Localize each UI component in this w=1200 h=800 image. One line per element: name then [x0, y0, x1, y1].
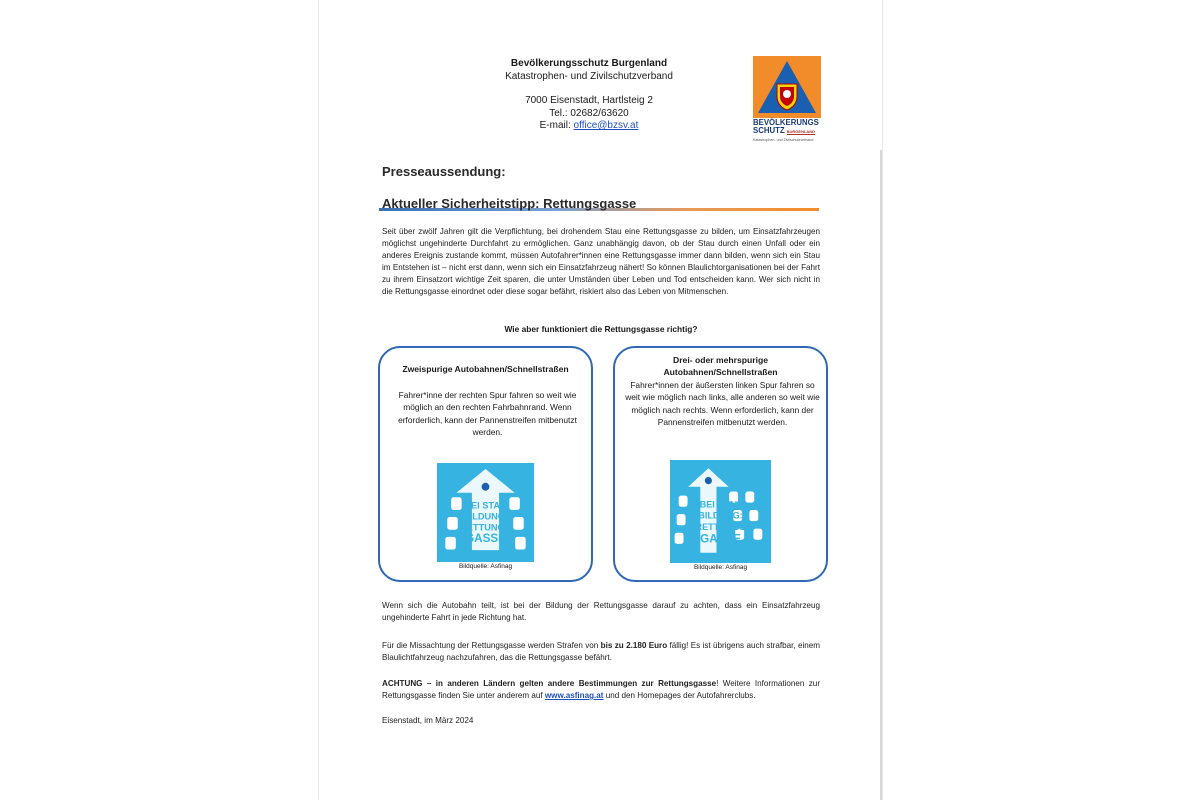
- organization-name: Bevölkerungsschutz Burgenland: [510, 58, 668, 69]
- multi-lane-card: [613, 346, 828, 582]
- press-label: Presseaussendung:: [382, 164, 506, 179]
- document-title: Aktueller Sicherheitstipp: Rettungsgasse: [382, 196, 637, 211]
- logo-line-1: BEVÖLKERUNGS: [753, 118, 819, 127]
- organization-info: [474, 58, 704, 133]
- place-date: Eisenstadt, im März 2024: [382, 716, 474, 725]
- logo-subtitle: Katastrophen- und Zivilschutzverband: [753, 138, 814, 142]
- warning-text: ! Weitere Informationen zur Rettungsgasse finden Sie unter anderem auf: [382, 679, 821, 701]
- card-text: Fahrer*inne der rechten Spur fahren so weit wie möglich an den rechten Fahrbahnrand. Wenn erforderlich, kann der Pannenstreifen mitbenutzt werden.: [398, 390, 577, 437]
- logo-wordmark: [753, 119, 833, 136]
- rescue-lane-multi-lane-graphic: [670, 460, 771, 563]
- address: 7000 Eisenstadt, Hartlsteig 2: [525, 95, 653, 106]
- sign-line-2: BILDUNG:: [698, 510, 743, 521]
- warning-bold: ACHTUNG – in anderen Ländern gelten andere Bestimmungen zur Rettungsgasse: [382, 679, 717, 688]
- sign-line-3: RETTUNGS: [460, 522, 511, 533]
- email-link[interactable]: office@bzsv.at: [573, 120, 639, 131]
- card-text: Fahrer*innen der äußersten linken Spur fahren so weit wie möglich nach links, alle anderen so weit wie möglich nach rechts. Wenn erforderlich, kann der Pannenstreifen mitbenutzt werden.: [625, 380, 820, 427]
- letterhead: [319, 58, 882, 158]
- question-heading: Wie aber funktioniert die Rettungsgasse richtig?: [504, 324, 698, 334]
- image-credit: Bildquelle: Asfinag: [693, 564, 748, 571]
- image-credit: Bildquelle: Asfinag: [458, 563, 513, 570]
- organization-logo: [753, 56, 821, 148]
- press-release-page: [318, 0, 883, 800]
- warning-text-end: und den Homepages der Autofahrerclubs.: [603, 691, 756, 701]
- fine-paragraph: [382, 640, 820, 664]
- card-title: Drei- oder mehrspurige Autobahnen/Schnellstraßen: [663, 355, 778, 377]
- phone: Tel.: 02682/63620: [549, 107, 629, 119]
- spacer: [474, 83, 704, 95]
- card-title: Zweispurige Autobahnen/Schnellstraßen: [402, 364, 569, 374]
- warning-paragraph: [382, 678, 820, 702]
- sign-line-4: GASSE: [700, 532, 741, 546]
- fine-amount: bis zu 2.180 Euro: [600, 641, 668, 650]
- fine-text-before: Für die Missachtung der Rettungsgasse werden Strafen von: [382, 641, 601, 650]
- logo-line-2-text: SCHUTZ: [753, 126, 785, 135]
- civil-protection-emblem-icon: [753, 56, 821, 118]
- sign-line-2: BILDUNG:: [463, 511, 508, 522]
- intro-paragraph: Seit über zwölf Jahren gilt die Verpflichtung, bei drohendem Stau eine Rettungsgasse zu bilden, um Einsatzfahrzeugen möglichst ungehinderte Durchfahrt zu ermöglichen. Ganz unabhängig davon, ob der Stau durch einen Unfall oder ein anderes Ereignis zustande kommt, müssen Autofahrer*innen eine Rettungsgasse immer dann bilden, wenn sich ein Stau im Entstehen ist – nicht erst dann, wenn sich ein Einsatzfahrzeug nähert! So können Blaulichtorganisationen bei der Fahrt zu ihrem Einsatzort wichtige Zeit sparen, die unter Umständen über Leben und Tod entscheiden kann. Wer sich nicht in die Rettungsgasse einordnet oder diese sogar befährt, riskiert also das Leben von Mitmenschen.: [382, 227, 820, 297]
- logo-line-2: [753, 127, 833, 136]
- fine-text-after: fällig! Es ist übrigens auch strafbar, einem Blaulichtfahrzeug nachzufahren, das die Rettungsgasse befährt.: [382, 641, 821, 663]
- email-line: [474, 120, 704, 133]
- sign-line-3: RETTUNGS: [695, 521, 746, 533]
- sign-line-4: GASSE: [465, 532, 506, 546]
- logo-region: BURGENLAND: [786, 129, 816, 134]
- two-lane-card: [378, 346, 593, 582]
- rescue-lane-sign-icon: [437, 463, 534, 562]
- email-label: E-mail:: [539, 120, 574, 131]
- scan-edge-shadow: [880, 150, 882, 800]
- rescue-lane-two-lane-graphic: [437, 463, 534, 562]
- split-paragraph: Wenn sich die Autobahn teilt, ist bei der Bildung der Rettungsgasse darauf zu achten, dass ein Einsatzfahrzeug ungehinderte Fahrt in jede Richtung hat.: [382, 601, 820, 623]
- sign-line-1: BEI STAU: [464, 500, 507, 511]
- logo-background: [753, 56, 821, 118]
- asfinag-link[interactable]: www.asfinag.at: [544, 691, 604, 701]
- rescue-lane-sign-icon: [670, 460, 771, 563]
- organization-subtitle: Katastrophen- und Zivilschutzverband: [505, 70, 673, 82]
- sign-line-1: BEI STAU: [699, 499, 742, 510]
